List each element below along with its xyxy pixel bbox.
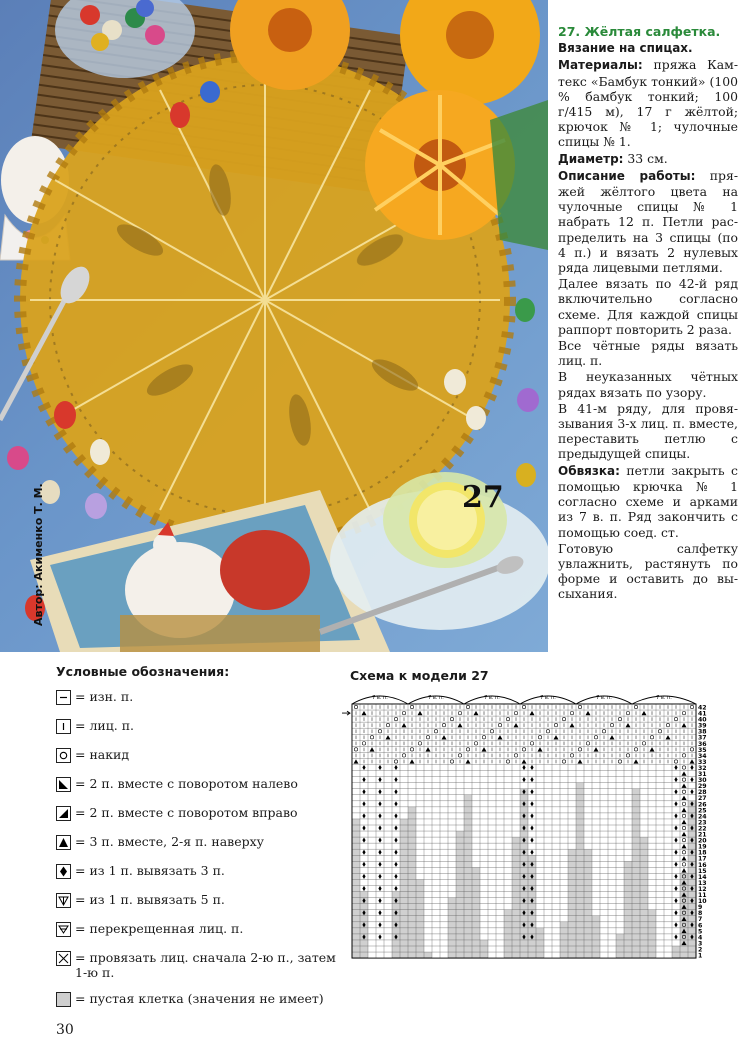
cross-icon xyxy=(56,951,71,966)
row-number: 12 xyxy=(698,885,707,893)
twisted-icon xyxy=(56,922,71,937)
chart-active-cells xyxy=(424,916,448,922)
legend-item-label: = лиц. п. xyxy=(75,718,135,733)
legend-item-label: = накид xyxy=(75,747,130,762)
chart-active-cells xyxy=(472,843,512,849)
chart-active-cells xyxy=(368,892,392,898)
chart-active-cells xyxy=(656,928,680,934)
doily-photo xyxy=(0,0,548,652)
arc-label: 7 в. п. xyxy=(540,695,556,701)
knitting-chart xyxy=(340,688,720,970)
legend-title: Условные обозначения: xyxy=(56,664,230,679)
purl-icon xyxy=(56,690,71,705)
chart-active-cells xyxy=(360,867,400,873)
legend-item-twisted xyxy=(56,921,346,950)
chart-title: Схема к модели 27 xyxy=(350,668,489,683)
chart-active-cells xyxy=(360,843,400,849)
chart-active-cells xyxy=(464,789,520,795)
chart-active-cells xyxy=(408,789,464,795)
chart-active-cells xyxy=(528,849,568,855)
legend-item-purl xyxy=(56,689,346,718)
row-number: 24 xyxy=(698,813,707,821)
chart-active-cells xyxy=(480,934,504,940)
row-number: 21 xyxy=(698,831,707,839)
model-number-badge: 27 xyxy=(462,480,504,515)
page-number: 30 xyxy=(56,1022,74,1038)
chart-active-cells xyxy=(600,922,624,928)
chart-active-cells xyxy=(424,910,448,916)
chart-active-cells xyxy=(464,777,520,783)
row-number: 4 xyxy=(698,934,703,942)
article-text xyxy=(558,24,738,603)
arc-label: 7 в. п. xyxy=(484,695,500,701)
chart-active-cells xyxy=(416,837,456,843)
row-number: 16 xyxy=(698,861,707,869)
chart-active-cells xyxy=(480,928,504,934)
chart-active-cells xyxy=(416,843,456,849)
arrow-icon xyxy=(342,711,350,715)
row-number: 39 xyxy=(698,722,707,730)
legend-item-k2tog-left xyxy=(56,776,346,805)
chart-active-cells xyxy=(592,855,632,861)
row-number: 1 xyxy=(698,952,703,960)
legend-item-label: = из 1 п. вывязать 5 п. xyxy=(75,892,225,907)
chart-active-cells xyxy=(416,849,456,855)
chart-active-cells xyxy=(352,807,408,813)
yarn-over-icon xyxy=(56,748,71,763)
row-number: 2 xyxy=(698,946,703,954)
legend-item-label: = 3 п. вместе, 2-я п. наверху xyxy=(75,834,265,849)
chart-active-cells xyxy=(424,946,448,952)
chart-active-cells xyxy=(352,771,408,777)
diameter-paragraph: Диаметр: 33 см. xyxy=(558,150,668,166)
empty-icon xyxy=(56,992,71,1007)
chart-active-cells xyxy=(584,783,640,789)
arc-label: 7 в. п. xyxy=(372,695,388,701)
chart-active-cells xyxy=(360,855,400,861)
description-paragraph: Описание работы: пряжей жёлтого цвета на чулочные спицы № 1 набрать 12 п. Петли распределить на 3 спицы (по 4 п.) и вязать 2 нулевых ряда лицевыми петлями. xyxy=(558,167,738,276)
row-number: 22 xyxy=(698,825,707,833)
chart-active-cells xyxy=(408,765,464,771)
chart-active-cells xyxy=(408,777,464,783)
legend-item-label: = из 1 п. вывязать 3 п. xyxy=(75,863,225,878)
chart-active-cells xyxy=(584,777,640,783)
chart-active-cells xyxy=(640,795,696,801)
k3tog-icon xyxy=(56,835,71,850)
row-number: 41 xyxy=(698,710,707,718)
row-number: 28 xyxy=(698,789,707,797)
author-credit: Автор: Акименко Т. М. xyxy=(32,483,45,626)
chart-active-cells xyxy=(424,940,448,946)
chart-active-cells xyxy=(656,916,680,922)
chart-active-cells xyxy=(408,771,464,777)
chart-active-cells xyxy=(536,922,560,928)
legend-item-inc3 xyxy=(56,863,346,892)
chart-active-cells xyxy=(464,771,520,777)
arc-label: 7 в. п. xyxy=(428,695,444,701)
row-number: 29 xyxy=(698,783,707,791)
chart-active-cells xyxy=(600,916,624,922)
article-title: 27. Жёлтая салфетка. xyxy=(558,24,721,39)
arc-label: 7 в. п. xyxy=(596,695,612,701)
legend-item-cross xyxy=(56,950,346,991)
legend-item-label: = 2 п. вместе с поворотом налево xyxy=(75,776,298,791)
arc-label: 7 в. п. xyxy=(656,695,672,701)
chart-active-cells xyxy=(640,771,696,777)
chart-active-cells xyxy=(416,867,456,873)
legend-item-k2tog-right xyxy=(56,805,346,834)
chart-active-cells xyxy=(368,952,392,958)
chart-active-cells xyxy=(640,777,696,783)
legend-item-inc5 xyxy=(56,892,346,921)
chart-active-cells xyxy=(472,861,512,867)
legend-item-label: = изн. п. xyxy=(75,689,134,704)
chart-active-cells xyxy=(368,946,392,952)
row-number: 26 xyxy=(698,801,707,809)
row-number: 23 xyxy=(698,819,707,827)
row-number: 9 xyxy=(698,904,703,912)
chart-active-cells xyxy=(480,916,504,922)
chart-active-cells xyxy=(480,910,504,916)
row-number: 15 xyxy=(698,867,707,875)
legend-item-label: = пустая клетка (значения не имеет) xyxy=(75,991,324,1006)
paragraph-2: Далее вязать по 42-й ряд включительно согласно схеме. Для каждой спицы раппорт повторить 2 раза. xyxy=(558,276,738,337)
legend-item-k3tog xyxy=(56,834,346,863)
row-number: 40 xyxy=(698,716,707,724)
chart-active-cells xyxy=(424,922,448,928)
row-number: 37 xyxy=(698,734,707,742)
row-number: 27 xyxy=(698,795,707,803)
row-number: 13 xyxy=(698,879,707,887)
paragraph-4: В неуказанных чётных рядах вязать по узору. xyxy=(558,369,738,400)
chart-active-cells xyxy=(600,928,624,934)
inc5-icon xyxy=(56,893,71,908)
k2tog-right-icon xyxy=(56,806,71,821)
paragraph-7: Готовую салфетку увлажнить, растянуть по форме и оставить до высыхания. xyxy=(558,540,738,602)
row-number: 7 xyxy=(698,916,703,924)
edging-paragraph: Обвязка: петли закрыть с помощью крючка № 1 согласно схеме и арками из 7 в. п. Ряд закончить с помощью соед. ст. xyxy=(558,462,738,540)
row-number: 30 xyxy=(698,777,707,785)
row-number: 25 xyxy=(698,807,707,815)
row-number: 36 xyxy=(698,740,707,748)
chart-active-cells xyxy=(360,819,400,825)
chart-active-cells xyxy=(472,837,512,843)
legend-item-empty xyxy=(56,991,346,1020)
row-number: 35 xyxy=(698,746,707,754)
chart-active-cells xyxy=(360,831,400,837)
row-number: 11 xyxy=(698,892,707,899)
photo-illustration xyxy=(0,0,548,652)
row-number: 10 xyxy=(698,898,707,906)
chart-active-cells xyxy=(520,783,576,789)
chart-active-cells xyxy=(464,783,520,789)
paragraph-5: В 41-м ряду, для провязывания 3-х лиц. п. вместе, переставить петлю с предыдущей спицы. xyxy=(558,400,738,462)
row-number: 14 xyxy=(698,873,707,881)
chart-active-cells xyxy=(424,928,448,934)
knit-icon xyxy=(56,719,71,734)
materials-paragraph: Материалы: пряжа Камтекс «Бамбук тонкий» (100 % бамбук тонкий; 100 г/415 м), 17 г жёлтой; крючок № 1; чулочные спицы № 1. xyxy=(558,57,738,150)
row-number: 8 xyxy=(698,910,703,918)
chart-active-cells xyxy=(592,849,632,855)
chart-active-cells xyxy=(368,928,392,934)
article-subtitle: Вязание на спицах. xyxy=(558,41,693,56)
row-number: 19 xyxy=(698,843,707,851)
chart-active-cells xyxy=(656,940,680,946)
row-number: 18 xyxy=(698,849,707,857)
legend-item-label: = 2 п. вместе с поворотом вправо xyxy=(75,805,298,820)
row-number: 32 xyxy=(698,764,707,772)
chart-active-cells xyxy=(352,783,408,789)
chart-active-cells xyxy=(368,940,392,946)
chart-active-cells xyxy=(408,801,464,807)
chart-active-cells xyxy=(416,855,456,861)
row-number: 42 xyxy=(698,704,707,712)
chart-active-cells xyxy=(368,916,392,922)
row-number: 34 xyxy=(698,752,707,760)
chart-active-cells xyxy=(360,879,400,885)
chart-active-cells xyxy=(640,783,696,789)
legend-item-knit xyxy=(56,718,346,747)
legend-item-label: = перекрещенная лиц. п. xyxy=(75,921,244,936)
chart-active-cells xyxy=(472,855,512,861)
row-number: 33 xyxy=(698,758,707,766)
chart-active-cells xyxy=(416,861,456,867)
chart-active-cells xyxy=(416,831,456,837)
legend-item-yarn-over xyxy=(56,747,346,776)
chart-active-cells xyxy=(352,728,408,734)
legend-item-label: = провязать лиц. сначала 2-ю п., затем 1-ю п. xyxy=(75,950,336,980)
chart-active-cells xyxy=(640,789,696,795)
chart-active-cells xyxy=(472,849,512,855)
chart-active-cells xyxy=(640,765,696,771)
legend xyxy=(56,664,346,1020)
row-number: 20 xyxy=(698,837,707,845)
chart-active-cells xyxy=(480,922,504,928)
row-number: 5 xyxy=(698,928,703,936)
chart-active-cells xyxy=(424,904,448,910)
chart-active-cells xyxy=(368,904,392,910)
row-number: 31 xyxy=(698,771,707,778)
paragraph-3: Все чётные ряды вязать лиц. п. xyxy=(558,338,738,369)
row-number: 38 xyxy=(698,728,707,736)
chart-active-cells xyxy=(408,795,464,801)
chart-active-cells xyxy=(416,873,456,879)
inc3-icon xyxy=(56,864,71,879)
row-number: 17 xyxy=(698,855,707,863)
chart-active-cells xyxy=(408,783,464,789)
chart-active-cells xyxy=(424,934,448,940)
k2tog-left-icon xyxy=(56,777,71,792)
chart-active-cells xyxy=(424,898,448,904)
row-number: 6 xyxy=(698,922,703,930)
chart-active-cells xyxy=(352,795,408,801)
row-number: 3 xyxy=(698,940,703,948)
